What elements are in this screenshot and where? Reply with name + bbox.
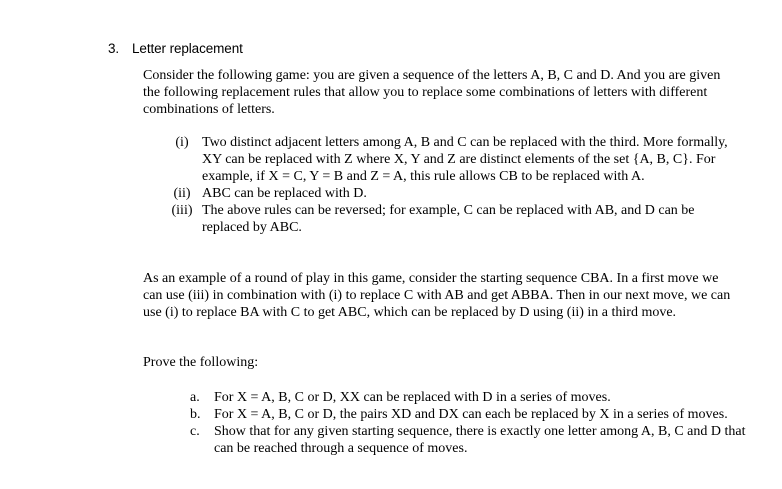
rule-label: (iii): [171, 203, 193, 218]
part-text: For X = A, B, C or D, the pairs XD and DX can each be replaced by X in a series of moves.: [214, 407, 728, 422]
parts-list: [190, 389, 750, 457]
example-paragraph: As an example of a round of play in this game, consider the starting sequence CBA. In a first move we can use (iii) in combination with (i) to replace C with AB and get ABBA. Then in our next move, we can use (i) to replace BA with C to get ABC, which can be replaced by D using (ii) in a third move.: [143, 271, 731, 320]
rules-list: [165, 134, 745, 236]
prove-heading: Prove the following:: [143, 355, 259, 370]
rule-label: (i): [175, 135, 189, 150]
part-text: For X = A, B, C or D, XX can be replaced with D in a series of moves.: [214, 390, 611, 405]
part-label: c.: [190, 424, 200, 439]
part-label: b.: [190, 407, 201, 422]
rule-item: [165, 134, 745, 185]
part-text: Show that for any given starting sequence, there is exactly one letter among A, B, C and D that can be reached through a sequence of moves.: [214, 424, 746, 456]
rule-text: ABC can be replaced with D.: [202, 186, 367, 201]
section-heading: [108, 40, 243, 57]
section-number: 3.: [108, 41, 120, 56]
rule-item: [165, 185, 745, 202]
rule-label: (ii): [173, 186, 191, 201]
part-label: a.: [190, 390, 200, 405]
part-item: [190, 406, 750, 423]
rule-text: The above rules can be reversed; for example, C can be replaced with AB, and D can be replaced by ABC.: [202, 203, 695, 235]
intro-paragraph: Consider the following game: you are given a sequence of the letters A, B, C and D. And you are given the following replacement rules that allow you to replace some combinations of letters with different combinations of letters.: [143, 68, 721, 117]
rule-text: Two distinct adjacent letters among A, B and C can be replaced with the third. More formally, XY can be replaced with Z where X, Y and Z are distinct elements of the set {A, B, C}. For example, if X = C, Y = B and Z = A, this rule allows CB to be replaced with A.: [202, 135, 728, 184]
rule-item: [165, 202, 745, 236]
section-title: Letter replacement: [132, 41, 243, 56]
part-item: [190, 389, 750, 406]
part-item: [190, 423, 750, 457]
